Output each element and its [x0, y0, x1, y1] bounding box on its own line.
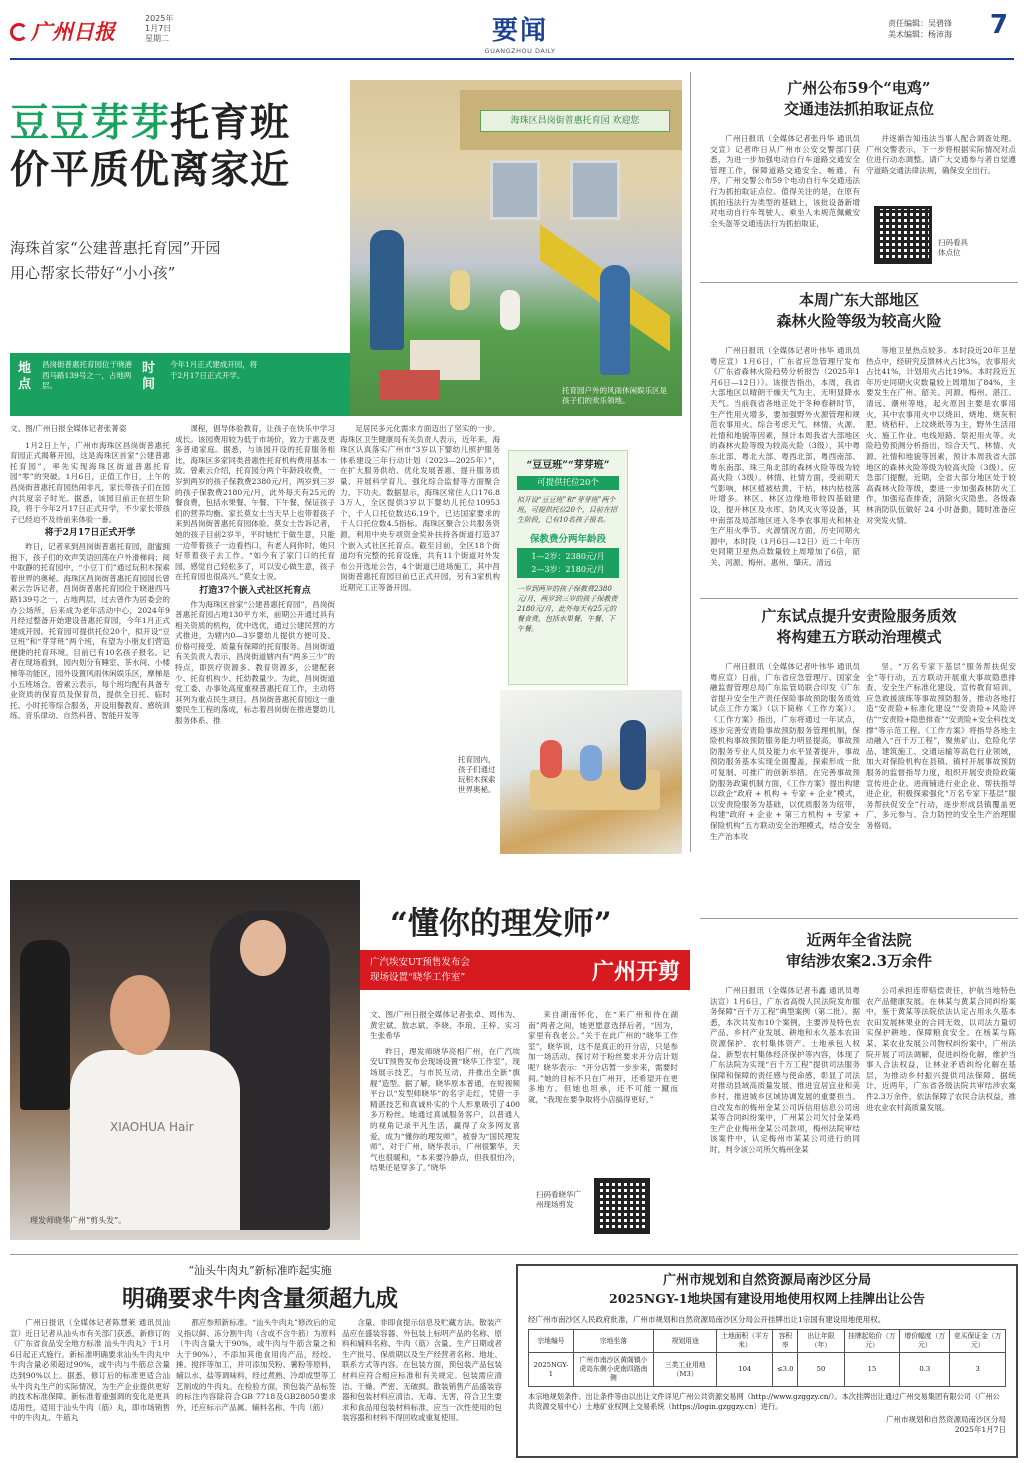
- table-header: 宗地坐落: [573, 1330, 653, 1353]
- lead-photo: [350, 80, 682, 416]
- safety-headline: [700, 606, 1018, 648]
- barber-qr-code-icon[interactable]: [594, 1178, 650, 1234]
- safety-title-1: 广东试点提升安责险服务质效: [761, 607, 957, 625]
- ebike-body-left: [710, 134, 860, 280]
- land-notice: [516, 1264, 1018, 1458]
- table-header: 宗地编号: [529, 1330, 574, 1353]
- lead-info-strip: [10, 353, 350, 416]
- table-header: 竞买保证金（万元）: [950, 1330, 1006, 1353]
- banner-sign: 海珠区昌岗街普惠托育园 欢迎您: [480, 110, 670, 132]
- table-header: 土地面积（平方米）: [717, 1330, 773, 1353]
- notice-date: 2025年1月7日: [954, 1425, 1006, 1434]
- table-cell: 50: [798, 1353, 844, 1387]
- lead-column-1: [10, 424, 170, 858]
- barber-photo: [10, 880, 360, 1240]
- beef-paragraph: 广州日报讯（全媒体记者陈慧莱 通讯员汕宣）近日记者从汕头市有关部门获悉，新修订的《广东省食品安全地方标准 汕头牛肉丸》于1月6日起正式施行。新标准明确要求汕头牛肉丸中牛肉含量必须超过90%，或牛肉与牛筋总含量达到90%以上。据悉，修订后的标准更适合汕头牛肉丸生产的实际情况，为生产企业提供更好的技术标准保障。新标准着重强调的变化是更具适用性，适用于汕头牛肉（筋）丸，即市场销售中的牛肉丸、牛筋丸: [10, 1318, 170, 1423]
- table-cell: 104: [717, 1353, 773, 1387]
- paper-logo: 广州日报: [10, 16, 115, 46]
- barber-tag-line1: 广汽埃安UT预售发布会: [370, 957, 470, 968]
- issue-weekday: 星期二: [145, 34, 169, 43]
- lead-subtitle-line2: 用心帮家长带好“小小孩”: [10, 264, 176, 282]
- beef-kicker: “汕头牛肉丸”新标准昨起实施: [188, 1264, 332, 1277]
- fire-headline: [700, 290, 1018, 332]
- soft-blocks-red: [380, 370, 440, 400]
- fire-title-1: 本周广东大部地区: [798, 291, 919, 309]
- sidebar-title: “豆豆班”“芽芽班”: [526, 460, 610, 471]
- photo-caption: 理发师晓华广州“剪头发”。: [30, 1216, 127, 1225]
- photographer-figure: [20, 940, 70, 1110]
- table-cell: ≤3.0: [773, 1353, 798, 1387]
- teacher-figure: [620, 720, 646, 790]
- sidebar-tag-1: 可提供托位20个: [517, 476, 619, 490]
- child-figure: [500, 290, 520, 330]
- photo-caption: 托育园户外的风雨休闲娱乐区是孩子们的欢乐领地。: [562, 386, 667, 405]
- divider: [700, 282, 1018, 283]
- fee-line: 2—3岁：2180元/月: [531, 565, 605, 574]
- editor-line: 责任编辑：吴碧锋: [888, 19, 952, 28]
- barber-tag-line2: 现场设置“晓华工作室”: [370, 972, 466, 983]
- sidebar-note-1: 拟开设“豆豆班”和“芽芽班”两个班，可提供托位20个，目前在招生阶段，已有10名孩子报名。: [517, 496, 617, 524]
- court-headline: [700, 930, 1018, 972]
- info-label-time: 时间: [142, 361, 156, 392]
- lead-subtitle-line1: 海珠首家“公建普惠托育园”开园: [10, 239, 221, 257]
- section-title-en: GUANGZHOU DAILY: [484, 47, 556, 55]
- lead-column-2: [175, 424, 335, 858]
- ebike-paragraph: 并逐渐告知违法当事人配合调查处理。广州交警表示，下一步将根据实际情况对点位进行动态调整。请广大交通参与者自觉遵守道路交通法律法规，确保安全出行。: [866, 134, 1016, 175]
- table-header: 容积率: [773, 1330, 798, 1353]
- court-paragraph: 公司承担连带赔偿责任，护航当地特色农产品健康发展。在林某与黄某合同纠纷案中，鉴于黄某等法院依法认定占用永久基本农田发展林果业的合同无效，以司法力量切实保护耕地、保障粮食安全。在杨某与陈某、某农业发展公司物权纠纷案中，广州法院开展了司法调解，促进纠纷化解，维护当事人合法权益，让林业矛盾纠纷化解在基层，为推动乡村振兴提供司法保障。据统计，近两年，广东省各级法院共审结涉农案件2.3万余件，依法保障了农民合法权益，推进农业农村高质量发展。: [866, 986, 1016, 1112]
- table-header: 规划用途: [653, 1330, 717, 1353]
- child-figure: [580, 745, 602, 781]
- court-title-2: 审结涉农案2.3万余件: [785, 952, 933, 970]
- info-label-place: 地点: [18, 361, 32, 392]
- barber-column-1: [370, 1010, 520, 1240]
- issue-year: 2025年: [145, 14, 174, 23]
- barber-paragraph: 昨日，理发师晓华亮相广州，在广汽埃安UT预售发布会现场设置“晓华工作室”，现场展示技艺，与市民互动，并推出全新“旗舰”造型。据了解，晓华原本普通，在短视频平台以“发型师晓华”的名字走红，凭借一手精湛技艺和真诚朴实的个人形象吸引了400多万粉丝。她通过真诚服务客户，以普通人的视角记录平凡生活，赢得了众多网友喜爱，成为“懂你的理发师”，被誉为“国民理发师”。对于广州，晓华表示，广州很繁华，天气也很暖和，“本来要冷静点，但我很怕冷，结果还是穿多了。”晓华: [370, 1046, 520, 1173]
- lead-byline: 文、图/广州日报全媒体记者张菁姿: [10, 424, 127, 433]
- notice-signature: [528, 1415, 1006, 1435]
- child-figure: [540, 740, 562, 778]
- notice-intro: 经广州市南沙区人民政府批准，广州市规划和自然资源局南沙区分局公开挂牌出让1宗国有建设用地使用权。: [528, 1315, 886, 1324]
- beef-title: 明确要求牛肉含量须超九成: [122, 1285, 398, 1312]
- beef-column-1: [10, 1318, 170, 1458]
- section-title: [480, 10, 560, 55]
- barber-tag-text: [370, 955, 470, 985]
- page-number: 7: [989, 10, 1008, 40]
- table-cell: 2025NGY-1: [529, 1353, 574, 1387]
- barber-qr-label: 扫码看晓华广州现场剪发: [536, 1190, 581, 1209]
- beef-paragraph: 含量、非即食提示信息及贮藏方法。散装产品应在盛装容器、外包装上标明产品的名称、原料和辅料名称、牛肉（筋）含量、生产日期或者生产批号、保质期以及生产经营者名称、地址、联系方式等内容。在包装方面，预包装产品包装材料应符合相应标准和有关规定。包装需应清洁、干燥、严密、无破损。散装销售产品盛装容器和包装材料应清洁、无毒、无害，符合卫生要求和食品用包装材料标准，应当一次性使用的包装容器和材料不得回收或重复使用。: [342, 1318, 502, 1423]
- court-paragraph: 广州日报讯（全媒体记者韦鑫 通讯员粤法宣）1月6日，广东省高级人民法院发布服务保障“百千万工程”典型案例（第二批）。据悉，本次共发布10个案例，主要涉及特色农产品、乡村产业发展、耕地和永久基本农田资源保护、农村集体资产、土地承包人权益、新型农村集体经济保护等内容，体现了广东法院为实现“百千万工程”提供司法服务保障和保障的责任感与使命感，彰显了司法对推动县域高质量发展、推进宜居宜业和美乡村、推进城乡区域协调发展的重要担当。自改发布的梅州金某公司诉信用信息公司房某等合同纠纷案中，广州某公司欠付金某鸡生产企业梅州金某公司款项，梅州法院审结该案件中，认定梅州市某某公司进行的同时，判令该公司所欠梅州金某: [710, 986, 860, 1154]
- cape-logo: XIAOHUA Hair: [110, 1120, 194, 1134]
- safety-body-right: [866, 662, 1016, 914]
- notice-signer: 广州市规划和自然资源局南沙区分局: [886, 1415, 1006, 1424]
- fee-box: [517, 548, 619, 578]
- notice-title-2: 2025NGY-1地块国有建设用地使用权网上挂牌出让公告: [609, 1291, 925, 1306]
- notice-table: [528, 1329, 1006, 1387]
- barber-face: [240, 920, 286, 976]
- lead-subhead-1: 将于2月17日正式开学: [44, 528, 136, 539]
- safety-paragraph: 广州日报讯（全媒体记者叶伟华 通讯员粤应宣）日前，广东省应急管理厅、国家金融监督管理总局广东监管局联合印发《广东省提升安全生产责任保险事故预防服务质效试点工作方案》（以下简称《工作方案》）。《工作方案》指出，广东将通过一年试点，逐步完善安责险事故预防服务管理机制，保险机构事故预防服务能力明显提高，事故预防服务专业人员及能力水平显著提升，事故预防服务基本实现全面覆盖，探索形成一批可复制、可推广的创新举措。在完善事故预防服务政策机制方面，《工作方案》提出构建以政企“政府 + 机构 + 专家 + 企业”模式，以安责险服务为基础，以优质服务为纽带，构建“政府 + 企业 + 第三方机构 + 专家 + 保险机构”五方联动安全治理模式，结合安全生产治本攻: [710, 662, 860, 841]
- beef-paragraph: 都应参照新标准。“汕头牛肉丸”修改后的定义指以鲜、冻分割牛肉（含或不含牛筋）为原料（牛肉含量大于90%，或牛肉与牛筋含量之和大于90%），不添加其他食用肉产品，经绞、捶、搅拌等加工，并可添加芡粉、薯粉等原料，辅以水、盐等调味料，经过煮熟、冷却成型等工艺制成的牛肉丸。在检验方面，预包装产品标签的标注内容除符合GB 7718及GB28050要求外，还应标示产品属、辅料名称、牛肉（筋）: [176, 1318, 336, 1412]
- ebike-qr-code-icon[interactable]: [874, 206, 932, 264]
- table-cell: 15: [844, 1353, 900, 1387]
- lead-column-3: [340, 424, 500, 684]
- barber-tag: [360, 950, 690, 990]
- fire-body-left: [710, 346, 860, 594]
- table-cell: 0.3: [900, 1353, 950, 1387]
- adult-figure: [600, 265, 630, 375]
- logo-swoosh-icon: [10, 23, 28, 41]
- table-cell: 3: [950, 1353, 1006, 1387]
- ebike-title-2: 交通违法抓拍取证点位: [783, 100, 934, 118]
- fire-paragraph: 等地卫星热点较多。本时段近20年卫星热点中，经研究反馈林火占比3%，农事用火占比41%，计划用火占比19%。本时段近五年历史同期火灾数量较上周增加了84%，主要发生在广州、韶关、河源、梅州、湛江、清远、潮州等地，起火原因主要是农事用火，其中农事用火中以烧田、烧地、烧灰积肥、烧秸秆、上坟烧纸等为主，野外生活用火、施工作业、电线短路、祭祀用火等。火险趋势预测分析指出，综合天气、林情、火源、社情和地貌等因素，预计本周我省大部地区的森林火险等级为较高火险（3级）。应急部门提醒，近期，全省大部分地区处于较高森林火险等级，要进一步加强森林防火工作，加强巡查排查，消除火灾隐患。各级森林消防队伍做好 24 小时备勤，随时准备应对突发火情。: [866, 346, 1016, 525]
- editor-credits: [888, 18, 952, 40]
- section-title-text: 要闻: [491, 16, 548, 46]
- table-row: [529, 1353, 1006, 1387]
- notice-title-1: 广州市规划和自然资源局南沙区分局: [662, 1273, 871, 1288]
- court-body-left: [710, 986, 860, 1246]
- fee-line: 1—2岁：2380元/月: [531, 552, 605, 561]
- info-time: 今年1月正式建成开园，将于2月17日正式开学。: [170, 360, 258, 380]
- adult-figure: [370, 230, 404, 350]
- sidebar-note-2: 一岁到两岁的孩子保教费2380元/月，两岁到三岁的孩子保教费2180元/月，此外每天有25元的餐食费，包括水果餐、午餐、下午餐。: [517, 585, 618, 633]
- customer-face: [110, 975, 170, 1055]
- barber-column-2: [528, 1010, 678, 1170]
- table-header: 增价幅度（万元）: [900, 1330, 950, 1353]
- table-header: 挂牌起始价（万元）: [844, 1330, 900, 1353]
- ebike-headline: [700, 78, 1018, 120]
- barber-brand: 广州开剪: [591, 959, 680, 985]
- customer-cape: [70, 1050, 240, 1230]
- info-place: 昌岗街普惠托育园位于晓港西马路139号之一，占地两层。: [42, 360, 132, 390]
- notice-footer: 本宗地规划条件、出让条件等由以出让文件详见广州公共资源交易网（http://www.gzggzy.cn/）。本次挂牌出让通过广州交易集团有限公司（广州公共资源交易中心）土地矿业权网上交易系统（https://login.gzggzy.cn）进行。: [528, 1392, 1000, 1411]
- window: [490, 160, 540, 220]
- court-title-1: 近两年全省法院: [806, 931, 912, 949]
- fire-title-2: 森林火险等级为较高火险: [776, 312, 942, 330]
- lead-sidebar: [508, 450, 628, 685]
- fire-paragraph: 广州日报讯（全媒体记者叶伟华 通讯员粤应宣）1月6日，广东省应急管理厅发布《广东省森林火险趋势分析报告（2025年1月6日—12日）》。该报告指出，本周，我省大部地区以晴朗干燥天气为主，无明显降水天气。当前我省各地正处于冬种春耕时节，生产性用火增多，要加强野外火源管理和规范农事用火。综合考虑天气、林情、火源、社情和地貌等因素，预计本周我省大部地区的森林火险等级为较高火险（3级），其中粤东北部、粤北大部、粤西北部、粤西南部、粤东南部、珠三角北部的森林火险等级为较高火险（3级）。林情、社情方面，受前期天气影响，林区植被枯黄、干枯，林内枯枝落叶增多。林区、林区边缘地带较四基础建设，提升林区及水库、防风灭火等设备，其中南部及局部地区进入冬季农事用火和林业生产用火季节。火源情况方面，历史同期火源中，本时段（1月6日—12日）近二十年历史同期卫星热点数量较上周增加了6倍，韶关、河源、梅州、惠州、肇庆、清远: [710, 346, 860, 567]
- divider: [10, 1254, 1018, 1255]
- lead-paragraph: 作为海珠区首家“公建普惠托育园”，昌岗街普惠托育园占地130平方米，前期公开通过具有相关资质的机构，优中选优，通过公建民营的方式推进，为辖内0—3岁婴幼儿提供方便可及、价格可接受、质量有保障的托育服务。昌岗街道有关负责人表示，昌岗街道辖内有“两多三少”的特点，即医疗资源多、教育资源多，公建配套少、托育机构少、托幼教量少。为此，昌岗街道党工委、办事处高度重视普惠托育工作，主动将其列为重点民生项目。昌岗街普惠托育园这一重要民生工程的落成，标志着昌岗街在推进婴幼儿服务体系、推: [175, 599, 335, 726]
- window: [570, 160, 620, 220]
- sidebar-tag-2: 保教费分两年龄段: [529, 534, 606, 545]
- classroom-photo-caption: 托育园内，孩子们通过玩积木探索世界奥秘。: [458, 755, 496, 794]
- ebike-body-right: [866, 134, 1016, 204]
- fire-body-right: [866, 346, 1016, 594]
- table-header-row: [529, 1330, 1006, 1353]
- ebike-qr-label: 扫码看具体点位: [938, 238, 968, 257]
- issue-date: [145, 14, 173, 44]
- header-divider: [10, 58, 1014, 60]
- safety-title-2: 将构建五方联动治理模式: [776, 628, 942, 646]
- ebike-paragraph: 广州日报讯（全媒体记者张丹华 通讯员交宣）记者昨日从广州市公安交警部门获悉，为进一步加强电动自行车道路交通安全管理工作，保障道路交通安全、畅通、有序，广州交警公布59个电动自行车交通违法行为抓拍取证点位。值得关注的是，在原有抓拍违法行为类型的基础上，该批设备新增对电动自行车驾驶人、乘坐人未规范佩戴安全头盔等交通违法行为抓拍取证，: [710, 134, 860, 228]
- child-figure: [450, 270, 470, 310]
- barber-title: “懂你的理发师”: [390, 906, 612, 942]
- barber-paragraph: 来自湖南怀化，在“来广州和待在湖南”两者之间，她更愿意选择后者，“因为，家里有我老公。”关于在此广州的“晓华工作室”，晓华说，这不是真正的开分店，只是参加一场活动。探讨对于粉丝要求开分店计划呢？晓华表示：“开分店暂一步步来，需要时间。”她的目标不只在广州开，还希望开在更多地方。但她也坦承，还不可能一蹴而就，“我现在要争取将小店搞得更好。”: [528, 1010, 678, 1104]
- classroom-photo: [500, 690, 682, 854]
- barber-byline: 文、图/广州日报全媒体记者张卓、周伟为、黄宏斌、敖志斌、李晓、李琅、王梓、实习生张希华: [370, 1010, 520, 1041]
- lead-paragraph: 课程，倡导体验教育，让孩子在快乐中学习成长。该园费用较为低于市场价，致力于惠及更多普通家庭。据悉，与该园开设的托育服务相比，海珠区多家同类普惠性托育机构费用基本一致。曾素云介绍，托育园分两个年龄段收费，一岁到两岁的孩子保教费2380元/月，两岁到三岁的孩子保教费2180元/月，此外每天有25元的餐食费，包括水果餐、午餐、下午餐，保证孩子们的营养均衡。家长莫女士当天早上也带着孩子来到昌岗街普惠托育园体验。莫女士告诉记者，她的孩子目前2岁半，平时她忙于做生意，只能一边带着孩子一边看档口，有老人间你时，她只好带着孩子去工作。“如今有了家门口的托育园，感觉自己轻松多了，可以安心做生意，孩子在托育园也很高兴。”莫女士说。: [175, 424, 335, 582]
- court-body-right: [866, 986, 1016, 1246]
- lead-title-green: 豆豆芽芽: [10, 100, 171, 146]
- lead-subtitle: [10, 236, 310, 286]
- safety-paragraph: 坚、“万名专家下基层”服务帮扶促安全”等行动，五方联动开展重大事故隐患排查、安全生产标准化建设、宣传教育培训、应急救援演练等事故预防服务，推动各地打造“安责险+标准化建设”“安责险+风险评估”“安责险+隐患排查”“安责险+安全科技支撑”等示范工程。《工作方案》将指导各地主动融入“百千万工程”，聚焦矿山、危险化学品、建筑施工、交通运输等高危行业领域，加大对保险机构在县镇、镇村开展事故预防服务的监督指导力度，组织开展安责险政策宣传进企业、进商铺进行业企业、帮扶指导进企业，积极探索强化“万名专家下基层”服务帮扶促安全”行动，逐步形成县镇覆盖更广、多元参与、合力防控的安全生产治理服务格局。: [866, 662, 1016, 830]
- lead-paragraph: 1月2日上午，广州市海珠区昌岗街普惠托育园正式揭幕开园，这是海珠区首家“公建普惠托育园”，率先实现海珠区街道普惠托育园“零”的突破。1月6日，正值工作日，上午的昌岗街普惠托育园热闹非凡，家长带孩子们在园内共度亲子时光。据悉，该园目前正在招生阶段，将于今年2月17日正式开学，不少家长带孩子已经迫不及待前来体验一番。: [10, 440, 170, 524]
- beef-column-2: [176, 1318, 336, 1458]
- issue-day: 1月7日: [145, 24, 172, 33]
- divider: [700, 918, 1018, 919]
- designer-line: 美术编辑：杨沛海: [888, 30, 952, 39]
- table-cell: 三类工业用地（M3）: [653, 1353, 717, 1387]
- beef-column-3: [342, 1318, 502, 1458]
- lead-paragraph: 足居民多元化需求方面迈出了坚实的一步。海珠区卫生健康局有关负责人表示，近年来，海珠区认真落实广州市“3岁以下婴幼儿照护服务体系建设三年行动计划（2023—2025年）”，在扩大服务供给、优化发展普惠、提升服务质量、开展科学育儿、强化综合监督等方面聚合力、下功夫。数据显示，海珠区常住人口176.83万人，全区提供3岁以下婴幼儿托位10953个，千人口托位数达6.19个，已达国家要求的千人口托位数4.5指标。海珠区聚合公共服务资源，利用中央专项资金奖补扶持各街道打造37个嵌入式社区托育点。截至目前，全区18个街道均有完整的托育设施，共有11个街道对外发布公开选址公告，4个街道已进场施工，其中昌岗街普惠托育园目前已正式开园，另有3家机构近期完工正等备开园。: [340, 424, 500, 592]
- column-divider: [690, 72, 691, 852]
- ebike-title-1: 广州公布59个“电鸡”: [787, 79, 931, 97]
- divider: [700, 598, 1018, 599]
- lead-subhead-2: 打造37个嵌入式社区托育点: [199, 585, 311, 596]
- table-header: 出让年限（年）: [798, 1330, 844, 1353]
- masthead: [10, 12, 1014, 60]
- table-cell: 广州市南沙区黄阁镇小虎岛东侧小虎南四路南侧: [573, 1353, 653, 1387]
- lead-title-black: 托育班: [170, 100, 291, 146]
- lead-paragraph: 昨日，记者来到昌岗街普惠托育园，甜蜜拥抱下，孩子们的欢声笑语回荡在户外滑梯间；阅中取静的托育园中，“小豆丁们”通过玩积木探索着世界的奥秘。海珠区昌岗街普惠托育园园长曾素云告诉记者，昌岗街普惠托育园位于晓港西马路139号之一，占地两层，过去曾作为居委会的办公场所，后来成为老年活动中心，2024年9月经过整备开始建设普惠托育园，今年1月正式建成开园。托育园可提供托位20个，拟开设“豆豆班”和“芽芽班”两个班，有望为小朋友们营造便捷的托育环境。目前已有10名孩子报名。记者在现场看到，园内划分有睡室、茶水间、小楼梯等功能区，园外设置风雨休闲娱乐区，摩梯是小五班场合。曾素云表示，每个班均配有具备专业资质的保育员及保育员，提供全日托、临时托、小时托等综合服务，开设用餐教育、感统训练、音乐律动、自然科普、智能开发等: [10, 541, 170, 721]
- lead-title-line2: 价平质优离家近: [10, 147, 291, 193]
- safety-body-left: [710, 662, 860, 914]
